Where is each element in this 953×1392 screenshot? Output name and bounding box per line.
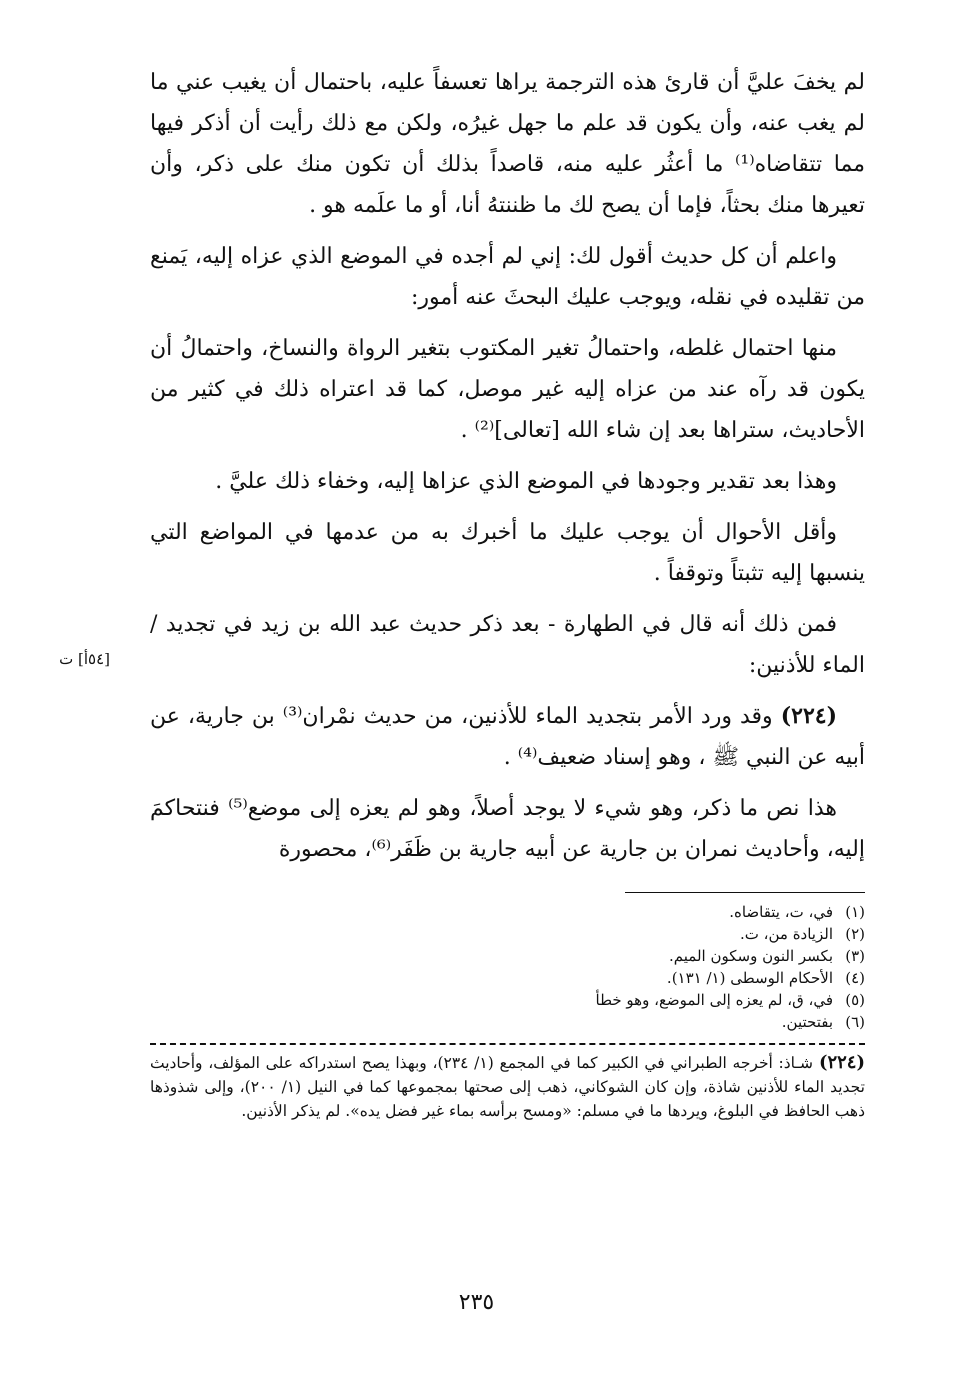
footnote: (٢)الزيادة من، ت. (739, 925, 865, 943)
takhrij-number: (٢٢٤) (818, 1052, 866, 1073)
footnote: (٣)بكسر النون وسكون الميم. (669, 947, 865, 965)
footnote: (٦)بفتحتين. (781, 1013, 865, 1031)
takhrij-text: شـاذ: أخرجه الطبراني في الكبير كما في المجمع (١/ ٢٣٤)، وبهذا يصح استدراكه على المؤلف، وأحاديث تجديد الماء للأذنين شاذة، وإن كان الشوكاني، ذهب إلى صحتها بمجموعها كما في النيل (١/ ٢٠٠)، وإلى شذوذها ذهب الحافظ في البلوغ، ويردها ما في مسلم: «ومسح برأسه بماء غير فضل يده». لم يذكر الأذنين. (150, 1054, 865, 1120)
main-text (150, 62, 865, 870)
footnotes (150, 901, 865, 1033)
margin-note: [٥٤أ] ت (59, 650, 110, 668)
footnote: (٥)في، ق، لم يعزه إلى الموضع، وهو خطأ (595, 991, 865, 1009)
footnote: (٤)الأحكام الوسطى (١/ ١٣١). (666, 969, 865, 987)
paragraph: فمن ذلك أنه قال في الطهارة - بعد ذكر حديث عبد الله بن زيد في تجديد / الماء للأذنين: (150, 612, 865, 678)
paragraph: لم يخفَ عليَّ أن قارئ هذه الترجمة يراها تعسفاً عليه، باحتمال أن يغيب عني ما لم يغب عنه، وأن يكون قد علم ما جهل غيرُه، ولكن مع ذلك رأيت أن أذكر فيها مما تتقاضاه⁽¹⁾ ما أعثُر عليه منه، قاصداً بذلك أن تكون منك على ذكر، وأن تعيرها منك بحثاً، فإما أن يصح لك ما ظننتهُ أنا، أو ما علَمه هو . (150, 70, 866, 218)
paragraph: وهذا بعد تقدير وجودها في الموضع الذي عزاها إليه، وخفاء ذلك عليَّ . (215, 469, 837, 494)
paragraph: وأقل الأحوال أن يوجب عليك ما أخبرك به من عدمها في المواضع التي ينسبها إليه تثبتاً وتوقفاً . (150, 520, 865, 586)
hadith-paragraph (150, 696, 865, 778)
footnote-divider (625, 892, 865, 893)
page (150, 62, 865, 1342)
takhrij-note (150, 1051, 865, 1123)
paragraph: واعلم أن كل حديث أقول لك: إني لم أجده في الموضع الذي عزاه إليه، يَمنع من تقليده في نقله، ويوجب عليك البحثَ عنه أمور: (150, 244, 865, 310)
footnote: (١)في، ت، يتقاضاه. (729, 903, 865, 921)
hadith-text: وقد ورد الأمر بتجديد الماء للأذنين، من حديث نمْران⁽³⁾ بن جارية، عن أبيه عن النبي ﷺ ، وهو إسناد ضعيف⁽⁴⁾ . (150, 704, 865, 770)
takhrij-divider (150, 1043, 865, 1045)
paragraph: منها احتمال غلطه، واحتمالُ تغير المكتوب بتغير الرواة والنساخ، واحتمالُ أن يكون قد رآه عند من عزاه إليه غير موصل، كما قد اعتراه ذلك في كثير من الأحاديث، ستراها بعد إن شاء الله [تعالى]⁽²⁾ . (150, 336, 865, 443)
hadith-number: (٢٢٤) (780, 703, 838, 729)
paragraph: هذا نص ما ذكر، وهو شيء لا يوجد أصلاً، وهو لم يعزه إلى موضع⁽⁵⁾ فنتحاكمَ إليه، وأحاديث نمران بن جارية عن أبيه جارية بن ظَفَر⁽⁶⁾، محصورة (150, 796, 865, 862)
page-number: ٢٣٥ (458, 1290, 495, 1315)
